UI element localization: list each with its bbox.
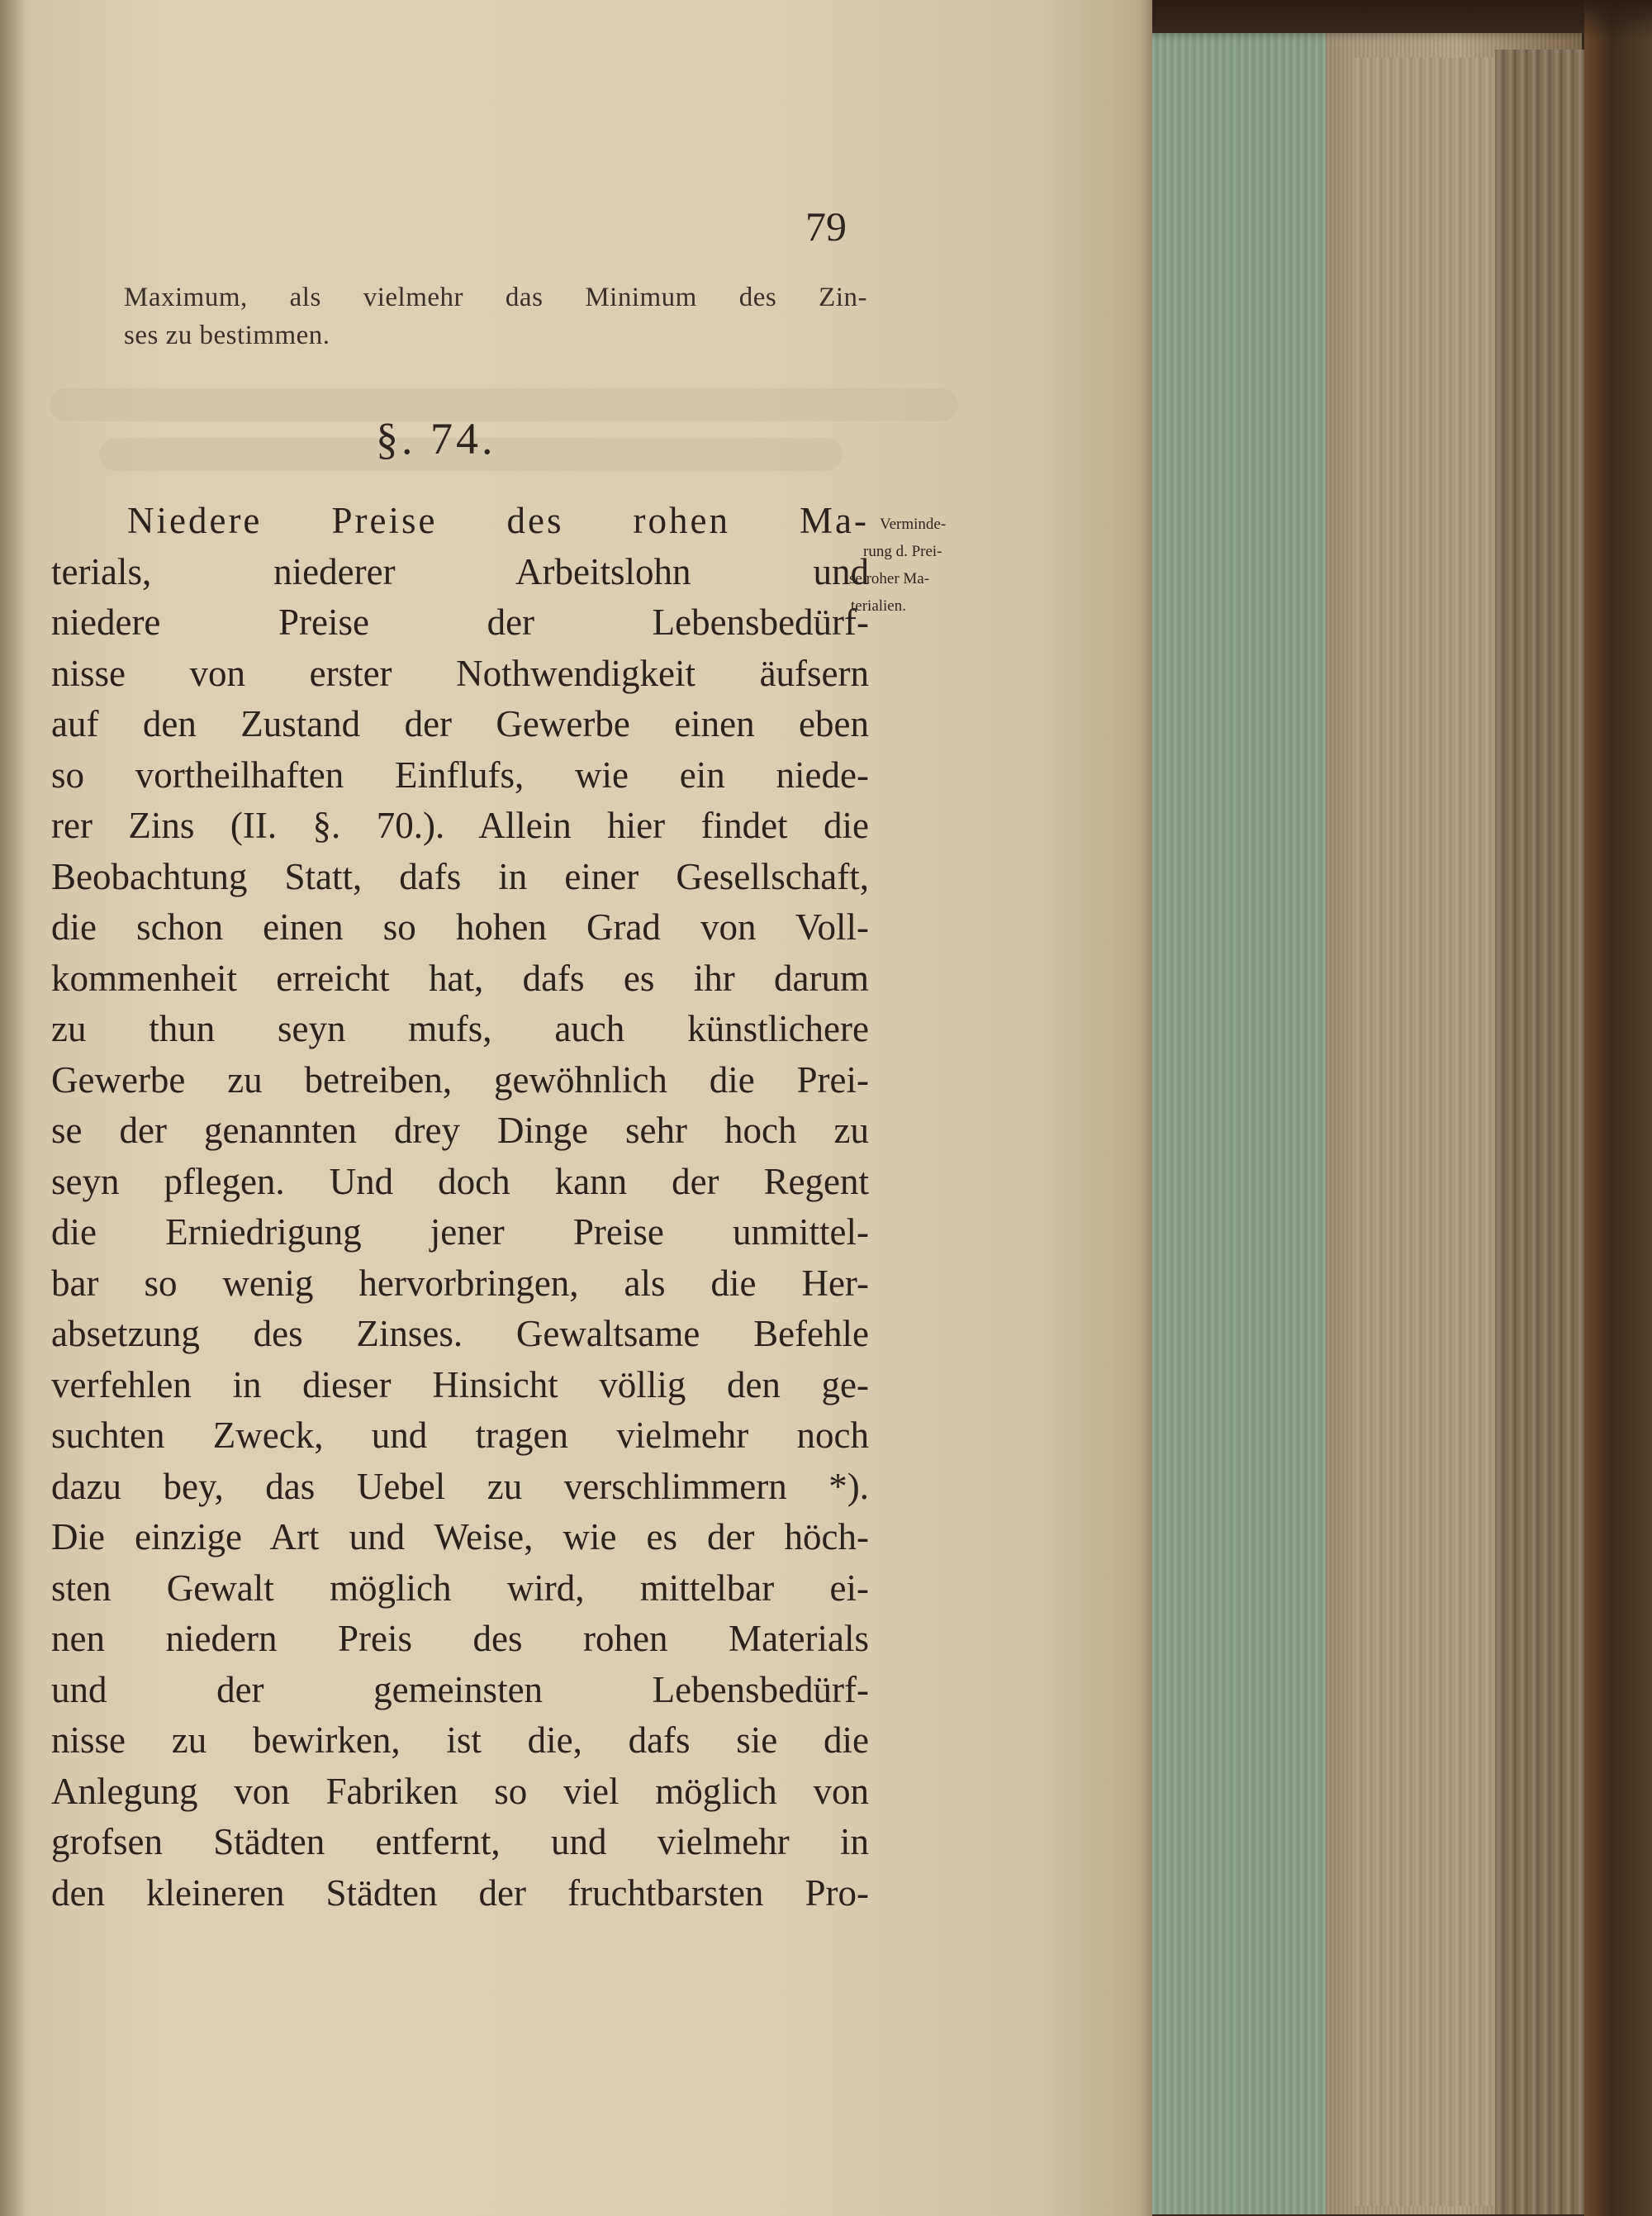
gutter-shadow (0, 0, 25, 2216)
text-line: bar so wenig hervorbringen, als die Her- (51, 1262, 869, 1304)
show-through-band (50, 388, 958, 421)
text-line: die schon einen so hohen Grad von Voll- (51, 906, 869, 948)
text-line: suchten Zweck, und tragen vielmehr noch (51, 1415, 869, 1456)
text-line: auf den Zustand der Gewerbe einen eben (51, 703, 869, 744)
text-line: Anlegung von Fabriken so viel möglich von (51, 1770, 869, 1812)
margin-note (849, 511, 1024, 620)
text-line: terials, niederer Arbeitslohn und (51, 550, 869, 592)
section-heading: §. 74. (376, 414, 496, 464)
text-line: Die einzige Art und Weise, wie es der höch- (51, 1516, 869, 1557)
body-text (51, 496, 869, 1919)
text-line: niedere Preise der Lebensbedürf- (51, 602, 869, 643)
text-line: die Erniedrigung jener Preise unmittel- (51, 1211, 869, 1253)
page-edges-dark (1495, 50, 1586, 2214)
intro-text (124, 278, 867, 354)
text-line: nisse zu bewirken, ist die, dafs sie die (51, 1719, 869, 1761)
margin-note-line: rung d. Prei- (863, 543, 942, 560)
intro-line: ses zu bestimmen. (124, 321, 330, 350)
text-line: und der gemeinsten Lebensbedürf- (51, 1668, 869, 1710)
text-line: Gewerbe zu betreiben, gewöhnlich die Prei- (51, 1058, 869, 1101)
text-line: verfehlen in dieser Hinsicht völlig den ge- (51, 1363, 869, 1405)
page-edges-green (1152, 33, 1326, 2214)
text-line: rer Zins (II. §. 70.). Allein hier findet die (51, 805, 869, 846)
text-line: nisse von erster Nothwendigkeit äufsern (51, 652, 869, 694)
text-line: grofsen Städten entfernt, und vielmehr in (51, 1821, 869, 1862)
text-line: kommenheit erreicht hat, dafs es ihr darum (51, 957, 869, 999)
page-edges-block (1355, 58, 1495, 2206)
text-line: den kleineren Städten der fruchtbarsten Pro- (51, 1871, 869, 1914)
text-line: Beobachtung Statt, dafs in einer Gesellschaft, (51, 855, 869, 897)
text-line: dazu bey, das Uebel zu verschlimmern *). (51, 1465, 869, 1507)
text-line: Niedere Preise des rohen Ma- (127, 500, 869, 541)
margin-note-line: terialien. (851, 597, 906, 615)
top-shadow (1152, 0, 1652, 41)
book-cover (1584, 0, 1652, 2216)
page-number: 79 (805, 203, 847, 250)
text-line: se der genannten drey Dinge sehr hoch zu (51, 1110, 869, 1151)
margin-note-line: Verminde- (880, 516, 947, 533)
text-line: zu thun seyn mufs, auch künstlichere (51, 1008, 869, 1049)
text-line: sten Gewalt möglich wird, mittelbar ei- (51, 1567, 869, 1609)
text-line: seyn pflegen. Und doch kann der Regent (51, 1160, 869, 1202)
text-line: so vortheilhaften Einflufs, wie ein niede- (51, 754, 869, 796)
intro-line: Maximum, als vielmehr das Minimum des Zin- (124, 283, 867, 312)
text-line: nen niedern Preis des rohen Materials (51, 1618, 869, 1659)
margin-note-line: se roher Ma- (849, 570, 930, 587)
text-line: absetzung des Zinses. Gewaltsame Befehle (51, 1313, 869, 1354)
